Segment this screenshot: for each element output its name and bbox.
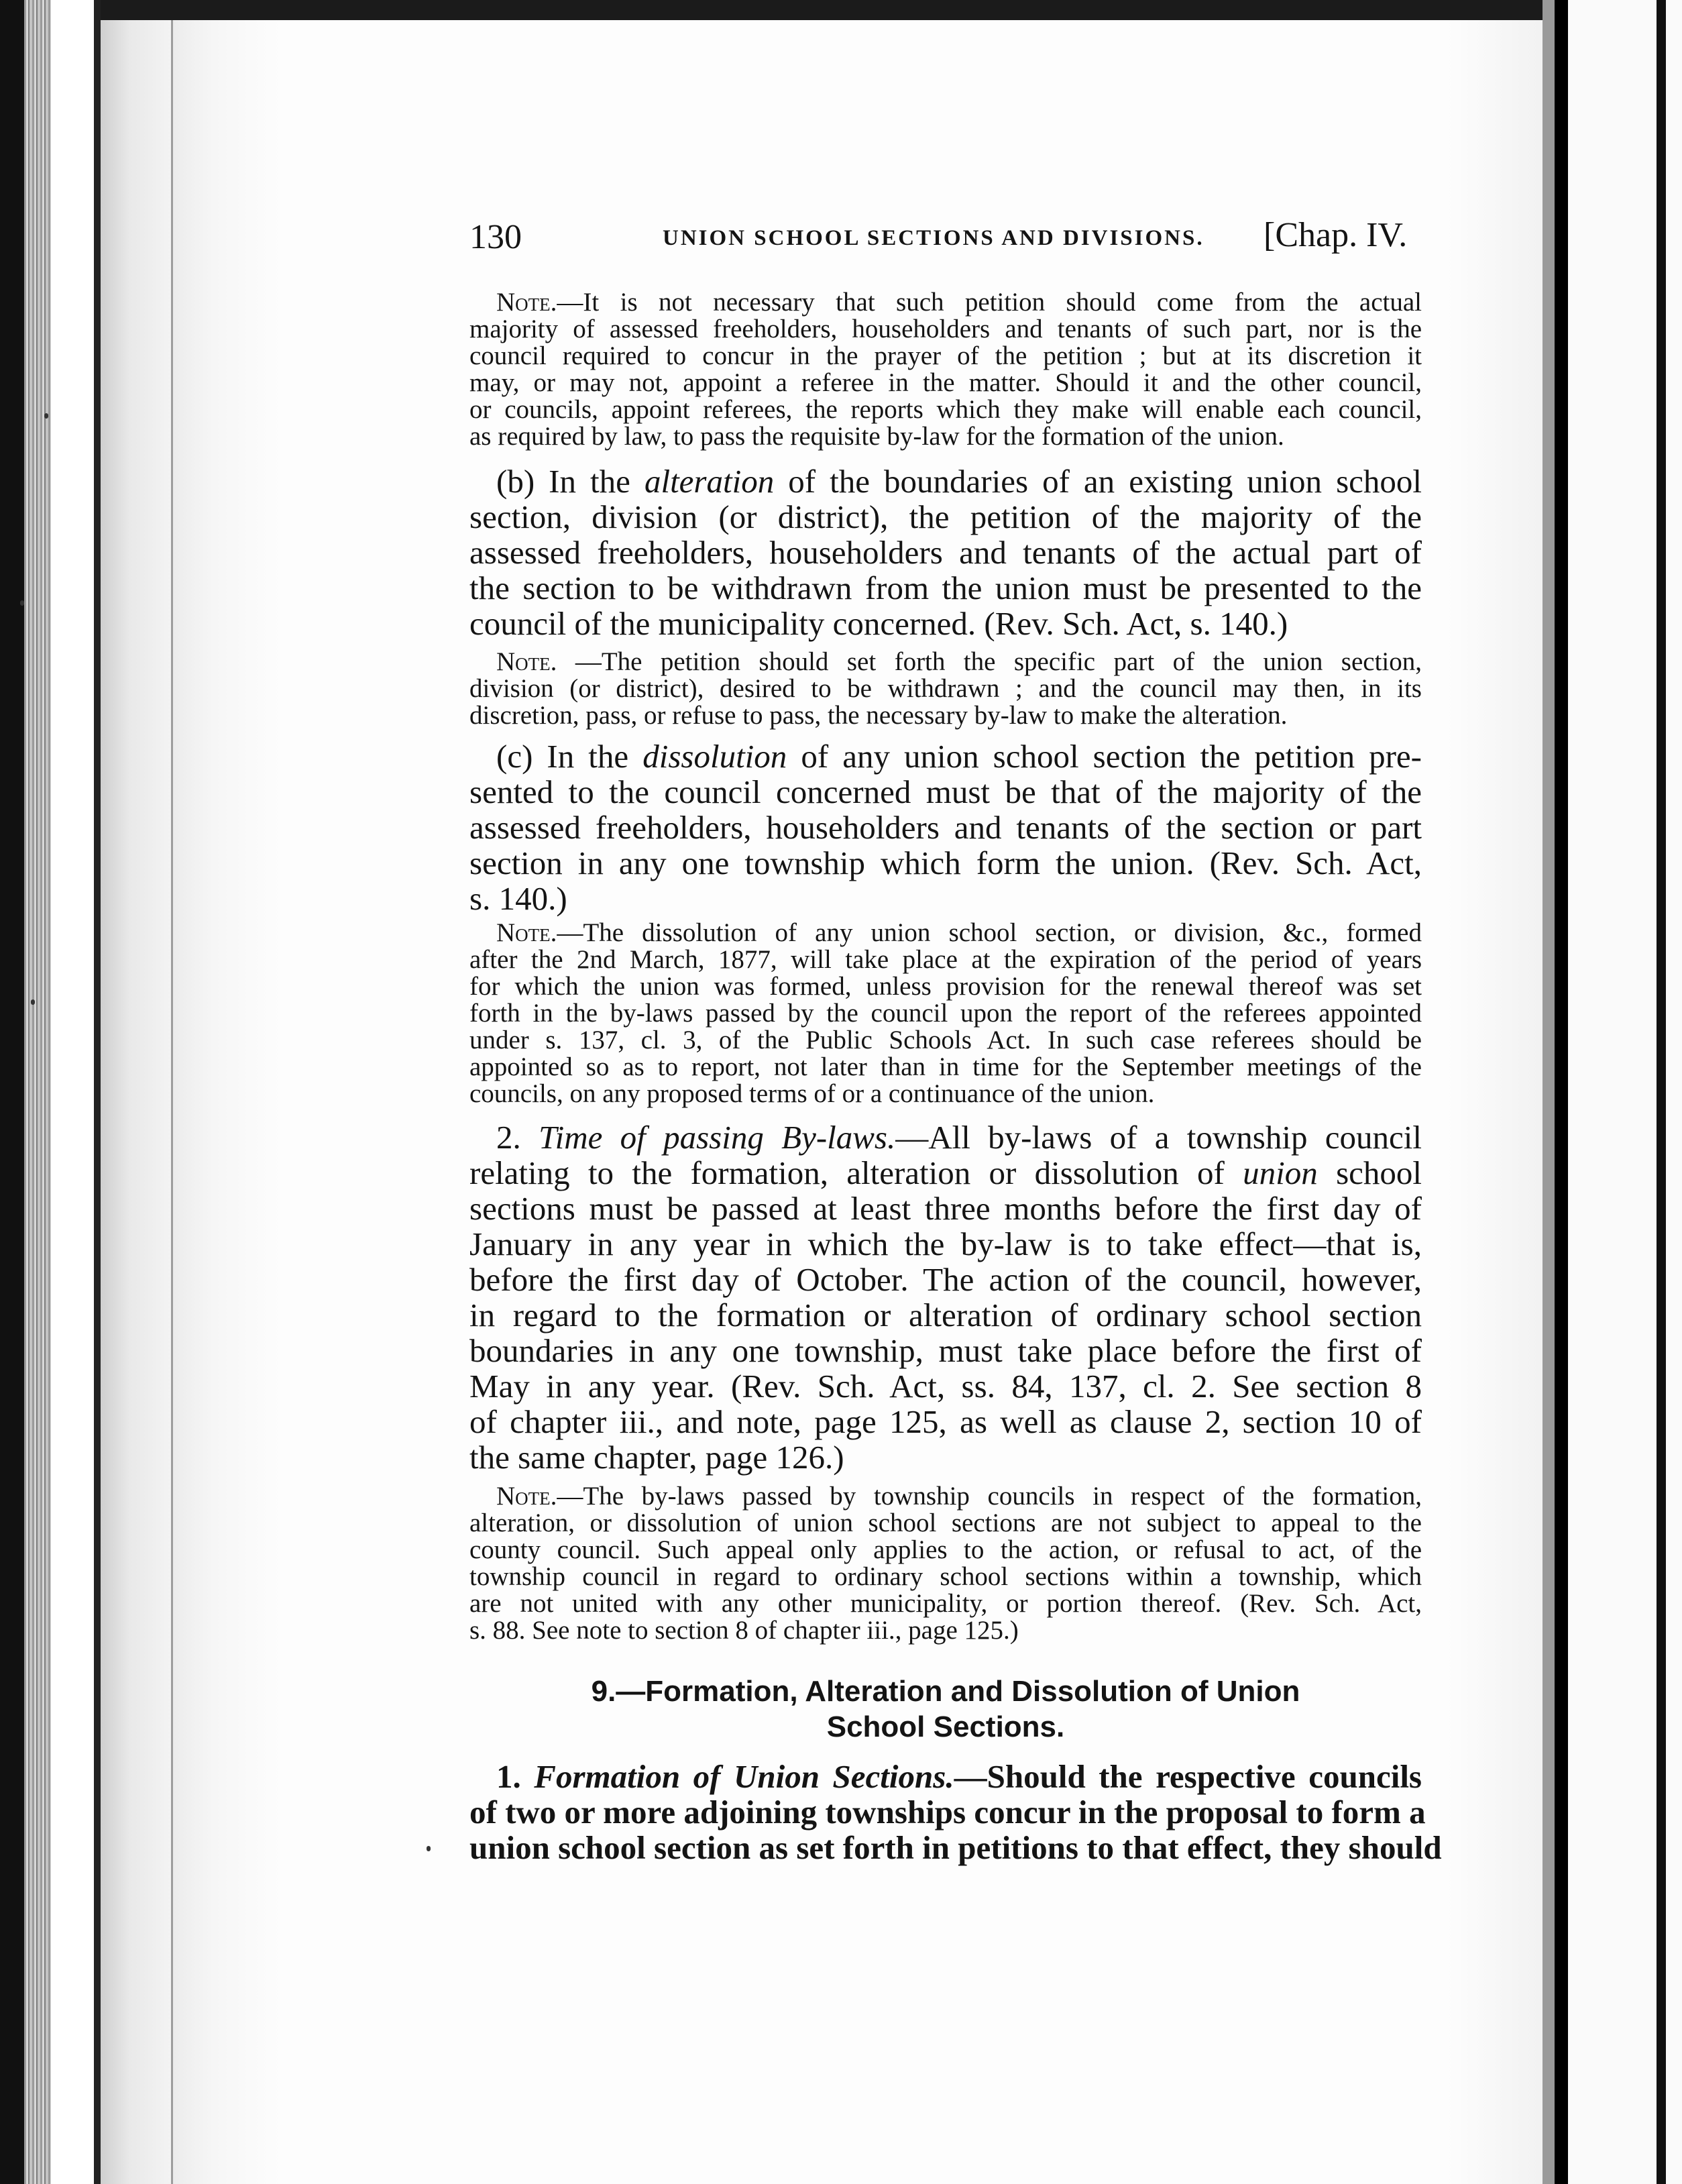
note-line: as required by law, to pass the requisite by-law for the formation of the union.	[469, 422, 1284, 451]
binding-gutter	[101, 0, 174, 2184]
clause-marker: (b)	[496, 463, 535, 500]
paragraph-line: council of the municipality concerned. (Rev. Sch. Act, s. 140.)	[469, 605, 1288, 642]
paragraph-line: sented to the council concerned must be that of the majority of the	[469, 773, 1422, 810]
note-line: majority of assessed freeholders, householders and tenants of such part, nor is the	[469, 315, 1422, 343]
note-line: may, or may not, appoint a referee in the matter. Should it and the other council,	[469, 368, 1422, 397]
scan-speck	[20, 600, 24, 606]
note-line: township council in regard to ordinary school sections within a township, which	[469, 1562, 1422, 1591]
right-edge-mark	[1657, 0, 1666, 2184]
book-page-stack	[24, 0, 51, 2184]
page-edge-shadow	[1543, 0, 1555, 2184]
note-line: councils, on any proposed terms of or a continuance of the union.	[469, 1079, 1155, 1108]
note-line: appointed so as to report, not later than in time for the September meetings of the	[469, 1052, 1422, 1081]
paragraph-line: assessed freeholders, householders and tenants of the section or part	[469, 809, 1422, 846]
note-line: after the 2nd March, 1877, will take place at the expiration of the period of years	[469, 945, 1422, 974]
paragraph-line: union school section as set forth in petitions to that effect, they should	[469, 1829, 1442, 1866]
binding-shadow	[94, 0, 101, 2184]
subheading: Time of passing By-laws.	[539, 1119, 896, 1156]
page-number: 130	[469, 218, 522, 256]
note-line: for which the union was formed, unless provision for the renewal thereof was set	[469, 972, 1422, 1001]
paragraph-line: of chapter iii., and note, page 125, as well as clause 2, section 10 of	[469, 1403, 1422, 1440]
paragraph-number: 2.	[496, 1119, 521, 1156]
note-line: under s. 137, cl. 3, of the Public Schools Act. In such case referees should be	[469, 1026, 1422, 1054]
clause-marker: (c)	[496, 738, 533, 775]
paragraph-line: section in any one township which form the union. (Rev. Sch. Act,	[469, 844, 1422, 881]
paragraph-line: s. 140.)	[469, 880, 567, 917]
running-title: UNION SCHOOL SECTIONS AND DIVISIONS.	[663, 226, 1204, 250]
book-edge-left	[0, 0, 24, 2184]
paragraph-line: of two or more adjoining townships concur in the proposal to form a	[469, 1794, 1426, 1831]
section-heading-continued: School Sections.	[826, 1710, 1065, 1743]
note-line: council required to concur in the prayer of the petition ; but at its discretion it	[469, 341, 1422, 370]
note-label: Note.	[496, 918, 557, 947]
scan-speck	[427, 1846, 431, 1851]
scan-speck	[44, 413, 48, 419]
paragraph-line: the section to be withdrawn from the union must be presented to the	[469, 569, 1422, 606]
note-line: s. 88. See note to section 8 of chapter iii., page 125.)	[469, 1616, 1019, 1645]
note-line: forth in the by-laws passed by the council upon the report of the referees appointed	[469, 999, 1422, 1028]
paragraph-line: 2. Time of passing By-laws.—All by-laws of a township council	[496, 1119, 1422, 1156]
paragraph-line: relating to the formation, alteration or dissolution of union school	[469, 1154, 1422, 1191]
paragraph-line: boundaries in any one township, must take place before the first of	[469, 1332, 1422, 1369]
paragraph-line: (b) In the alteration of the boundaries of an existing union school	[496, 463, 1422, 500]
note-line: Note.—The dissolution of any union school section, or division, &c., formed	[496, 918, 1422, 947]
note-line: Note.—The by-laws passed by township councils in respect of the formation,	[496, 1482, 1422, 1511]
note-label: Note.	[496, 647, 557, 676]
note-label: Note.	[496, 288, 557, 317]
note-label: Note.	[496, 1482, 557, 1511]
right-border	[1555, 0, 1568, 2184]
paragraph-line: January in any year in which the by-law is to take effect—that is,	[469, 1225, 1422, 1262]
paragraph-number: 1.	[496, 1758, 521, 1795]
note-line: Note. —The petition should set forth the specific part of the union section,	[496, 647, 1422, 676]
note-line: discretion, pass, or refuse to pass, the necessary by-law to make the alteration.	[469, 701, 1288, 730]
paragraph-line: May in any year. (Rev. Sch. Act, ss. 84, 137, cl. 2. See section 8	[469, 1368, 1422, 1405]
paragraph-line: assessed freeholders, householders and tenants of the actual part of	[469, 534, 1422, 571]
emphasis: alteration	[644, 463, 775, 500]
paragraph-line: in regard to the formation or alteration of ordinary school section	[469, 1297, 1422, 1333]
chapter-label: [Chap. IV.	[1264, 216, 1408, 254]
emphasis: dissolution	[642, 738, 787, 775]
note-line: alteration, or dissolution of union school sections are not subject to appeal to the	[469, 1509, 1422, 1537]
note-line: division (or district), desired to be withdrawn ; and the council may then, in its	[469, 674, 1422, 703]
paragraph-line: (c) In the dissolution of any union school section the petition pre-	[496, 738, 1422, 775]
paragraph-line: 1. Formation of Union Sections.—Should the respective councils	[496, 1758, 1422, 1795]
section-heading: 9.—Formation, Alteration and Dissolution of Union	[591, 1675, 1300, 1708]
note-line: Note.—It is not necessary that such petition should come from the actual	[496, 288, 1422, 317]
note-line: county council. Such appeal only applies to the action, or refusal to act, of the	[469, 1535, 1422, 1564]
paragraph-line: the same chapter, page 126.)	[469, 1439, 844, 1476]
paragraph-line: sections must be passed at least three months before the first day of	[469, 1190, 1422, 1227]
note-line: or councils, appoint referees, the reports which they make will enable each council,	[469, 395, 1422, 424]
paragraph-line: before the first day of October. The action of the council, however,	[469, 1261, 1422, 1298]
top-edge	[101, 0, 1549, 20]
scan-speck	[31, 999, 35, 1005]
subheading: Formation of Union Sections.	[534, 1758, 954, 1795]
emphasis: union	[1243, 1154, 1318, 1191]
paragraph-line: section, division (or district), the petition of the majority of the	[469, 498, 1422, 535]
note-line: are not united with any other municipality, or portion thereof. (Rev. Sch. Act,	[469, 1589, 1422, 1618]
